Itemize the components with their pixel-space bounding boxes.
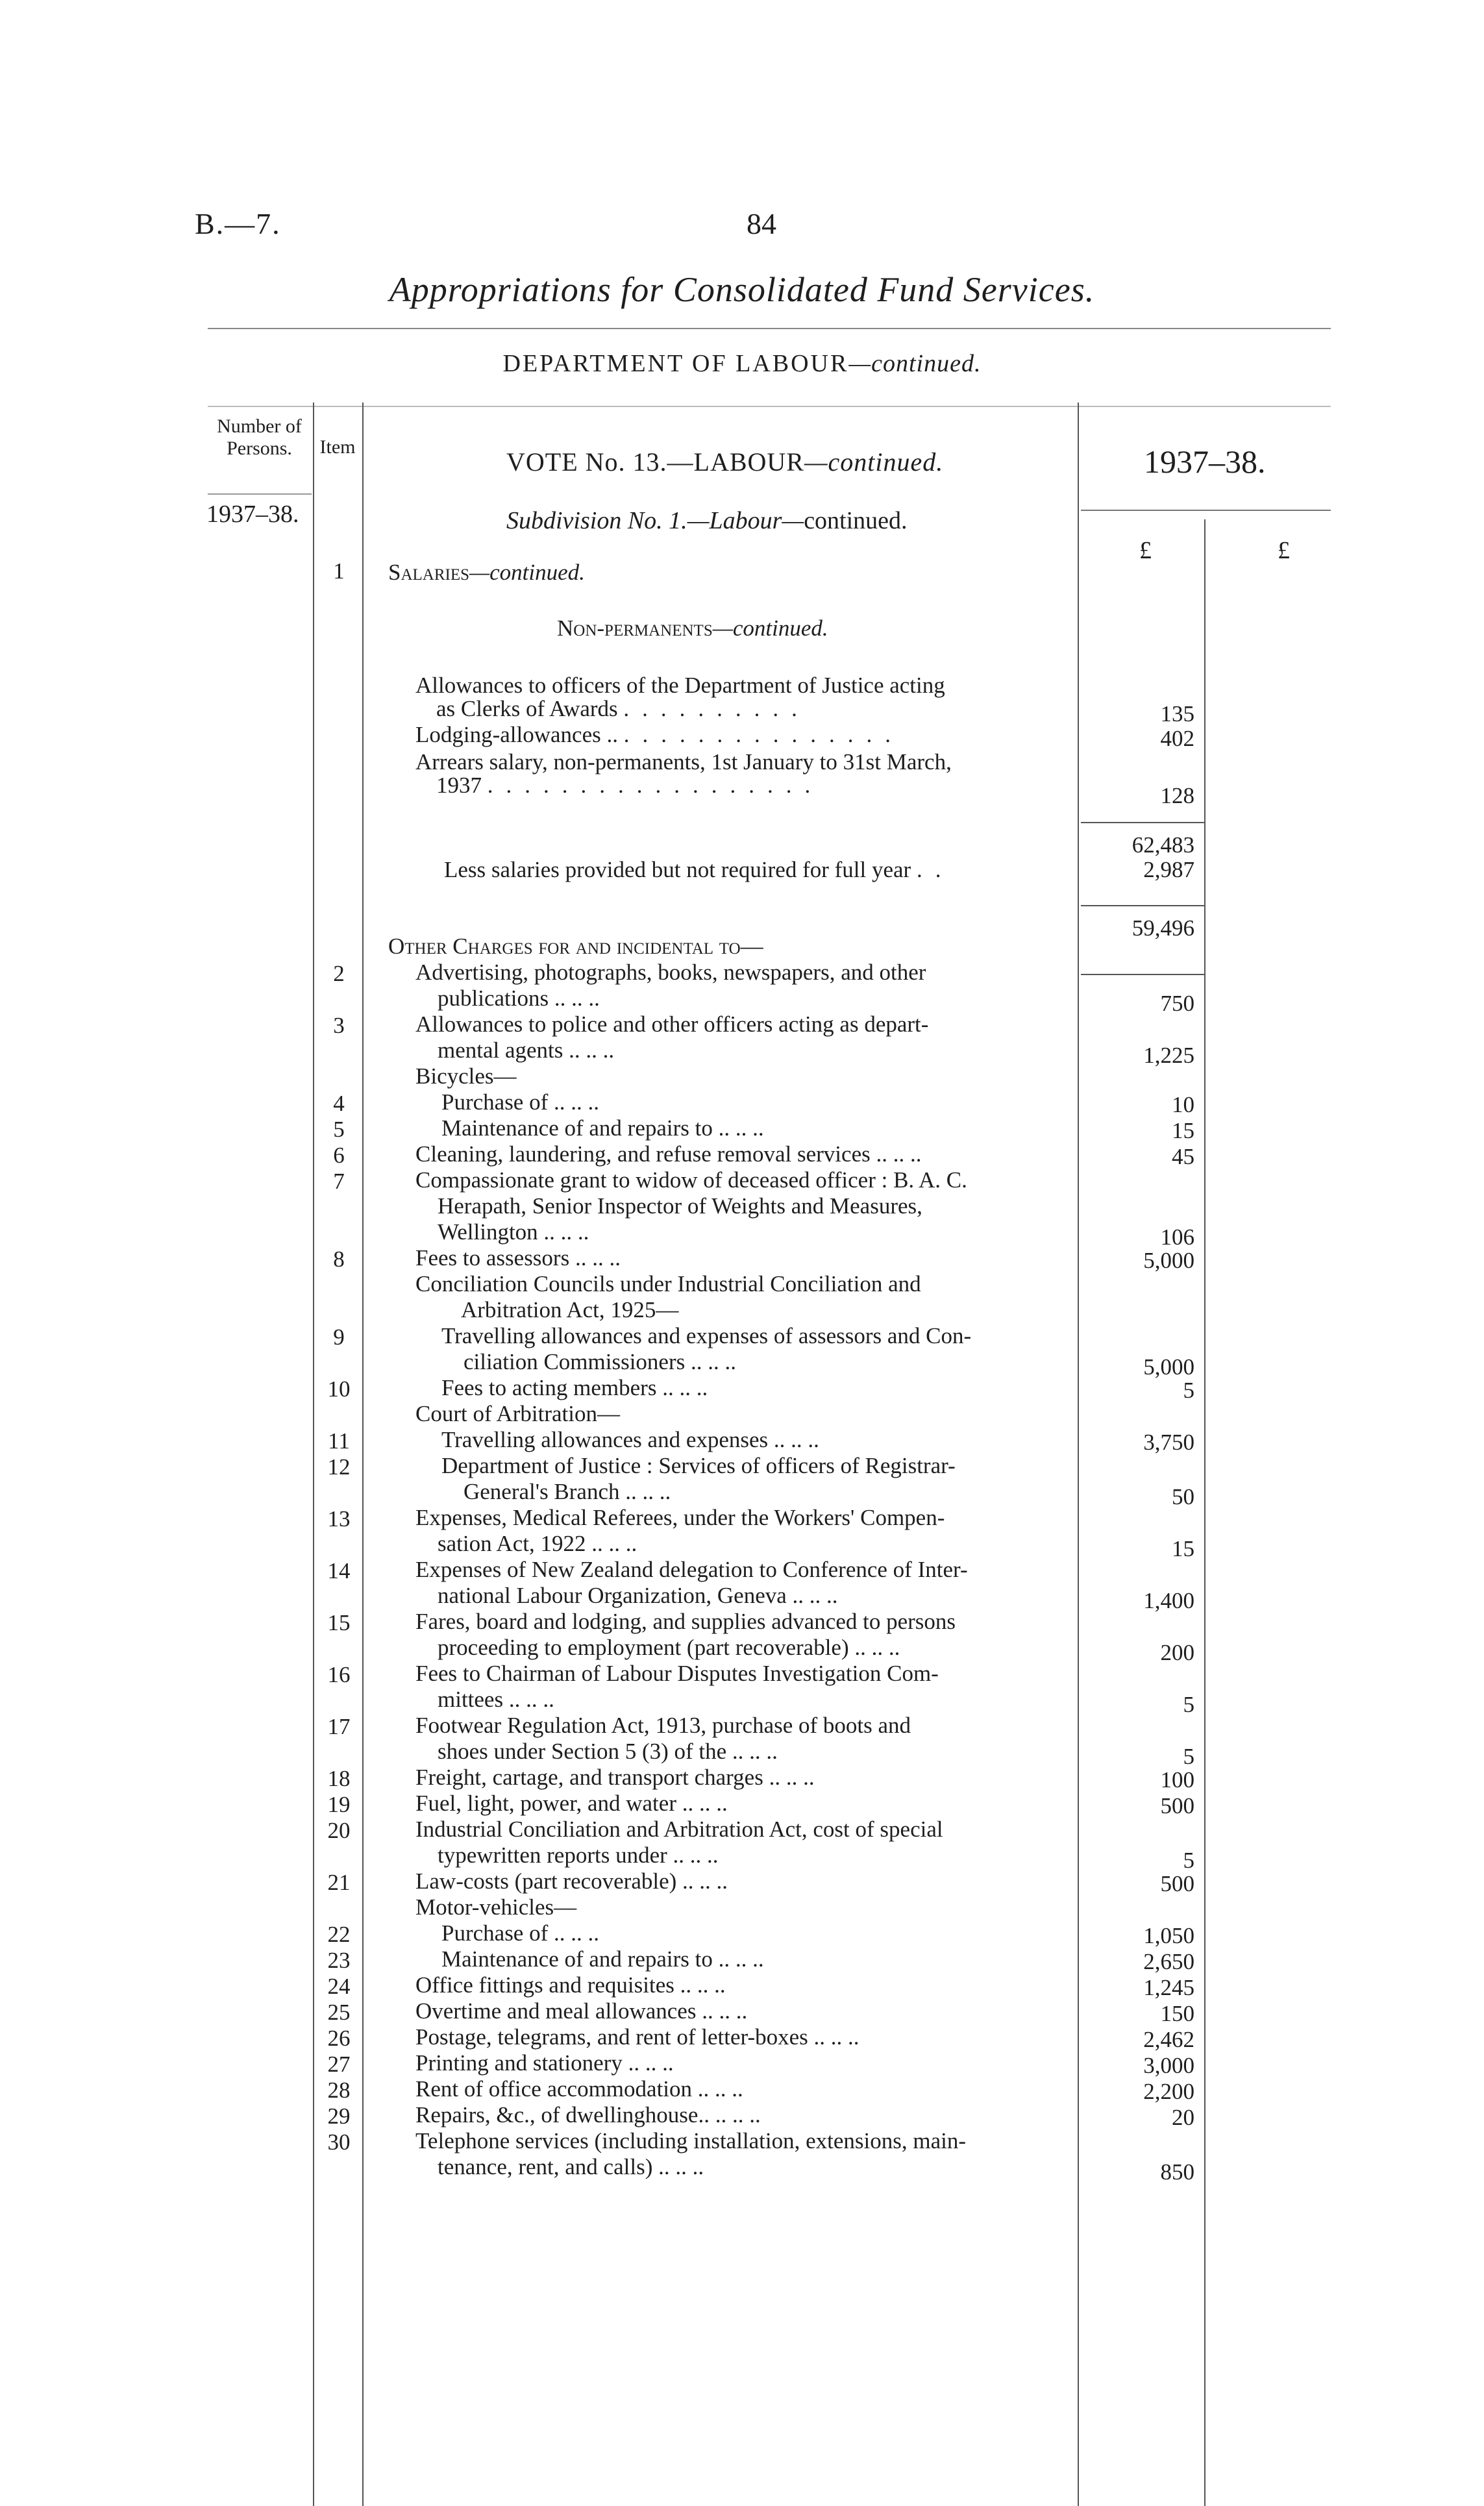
page-title: Appropriations for Consolidated Fund Services.	[389, 270, 1095, 309]
persons-year: 1937–38.	[206, 501, 299, 528]
salary-line-amount: 135	[1160, 701, 1194, 726]
charge-line-text: Herapath, Senior Inspector of Weights and Measures,	[438, 1193, 922, 1219]
charge-line-text: sation Act, 1922 .. .. ..	[438, 1531, 637, 1556]
persons-head-rule	[208, 493, 312, 495]
pound-column-b: £	[1278, 537, 1290, 564]
item-number: 3	[333, 1013, 345, 1038]
salary-line-text: 1937	[436, 773, 482, 798]
charge-amount: 3,750	[1143, 1430, 1194, 1455]
charge-line-text: Allowances to police and other officers acting as depart-	[415, 1011, 929, 1037]
total-rule-lower	[1081, 974, 1204, 975]
charge-amount: 5	[1183, 1848, 1194, 1873]
item-column-head: Item	[319, 436, 356, 458]
page-number: 84	[747, 207, 776, 240]
charge-amount: 5	[1183, 1378, 1194, 1403]
charge-amount: 100	[1160, 1767, 1194, 1793]
item-number: 12	[327, 1454, 351, 1480]
subdivision-heading	[506, 506, 908, 535]
vote-continued: —continued.	[804, 447, 944, 477]
nonpermanents-continued: —continued.	[712, 615, 828, 641]
salary-line-text: Lodging-allowances ..	[415, 722, 618, 747]
item-number: 23	[327, 1948, 351, 1973]
charge-amount: 5,000	[1143, 1248, 1194, 1273]
charge-amount: 106	[1160, 1224, 1194, 1250]
charge-amount: 5,000	[1143, 1354, 1194, 1380]
charge-line-text: national Labour Organization, Geneva .. .. ..	[438, 1583, 838, 1608]
charge-amount: 200	[1160, 1640, 1194, 1665]
item-number: 9	[333, 1324, 345, 1350]
charge-amount: 850	[1160, 2159, 1194, 2185]
charge-line-text: Fuel, light, power, and water .. .. ..	[415, 1791, 728, 1816]
item-number: 17	[327, 1714, 351, 1739]
charge-line-text: Wellington .. .. ..	[438, 1219, 589, 1245]
charge-line-text: publications .. .. ..	[438, 986, 600, 1011]
item-number: 19	[327, 1792, 351, 1817]
less-amount: 2,987	[1143, 857, 1194, 882]
charge-line-text: ciliation Commissioners .. .. ..	[464, 1349, 736, 1374]
item-number: 29	[327, 2103, 351, 2129]
salary-line-amount: 402	[1160, 726, 1194, 751]
salaries-heading	[388, 560, 585, 586]
item-number: 13	[327, 1506, 351, 1532]
charge-line-text: typewritten reports under .. .. ..	[438, 1842, 719, 1868]
subtotal-rule	[1081, 822, 1204, 823]
item-number: 26	[327, 2026, 351, 2051]
charge-line-text: Law-costs (part recoverable) .. .. ..	[415, 1868, 728, 1894]
charge-line-text: Fares, board and lodging, and supplies advanced to persons	[415, 1609, 956, 1634]
charge-amount: 20	[1172, 2105, 1194, 2130]
other-charges-heading: Other Charges for and incidental to—	[388, 934, 763, 959]
charge-line-text: Cleaning, laundering, and refuse removal services .. .. ..	[415, 1141, 922, 1167]
vote-title: VOTE No. 13.—LABOUR	[506, 447, 804, 477]
item-number: 5	[333, 1117, 345, 1142]
salary-line-amount: 128	[1160, 783, 1194, 808]
item-number: 6	[333, 1143, 345, 1168]
year-head-rule	[1081, 510, 1331, 511]
charge-line-text: Office fittings and requisites .. .. ..	[415, 1972, 726, 1998]
court-subheading: Court of Arbitration—	[415, 1401, 620, 1426]
charge-line-text: Footwear Regulation Act, 1913, purchase of boots and	[415, 1713, 911, 1738]
subamount-column-rule	[1204, 519, 1206, 2506]
department-name: DEPARTMENT OF LABOUR	[502, 350, 849, 377]
charge-line-text: mittees .. .. ..	[438, 1687, 554, 1712]
persons-column-head: Number of Persons.	[217, 416, 302, 459]
charge-amount: 2,462	[1143, 2027, 1194, 2052]
bicycles-subheading: Bicycles—	[415, 1063, 517, 1089]
item-number: 11	[328, 1428, 350, 1454]
charge-line-text: Purchase of .. .. ..	[441, 1920, 600, 1946]
item-number: 24	[327, 1974, 351, 1999]
title-rule	[208, 328, 1331, 329]
charge-amount: 500	[1160, 1871, 1194, 1896]
charge-amount: 2,650	[1143, 1949, 1194, 1974]
charge-line-text: proceeding to employment (part recoverable) .. .. ..	[438, 1635, 900, 1660]
charge-amount: 10	[1172, 1092, 1194, 1117]
less-label: Less salaries provided but not required for full year	[444, 857, 911, 882]
item-number: 18	[327, 1766, 351, 1791]
charge-line-text: Fees to Chairman of Labour Disputes Investigation Com-	[415, 1661, 939, 1686]
item-number: 1	[333, 558, 345, 584]
item-number: 16	[327, 1662, 351, 1687]
salaries-continued: —continued.	[469, 560, 585, 585]
charge-amount: 15	[1172, 1536, 1194, 1561]
charge-amount: 3,000	[1143, 2053, 1194, 2078]
document-reference: B.—7.	[195, 207, 281, 240]
charge-line-text: Industrial Conciliation and Arbitration Act, cost of special	[415, 1817, 943, 1842]
charge-line-text: Maintenance of and repairs to .. .. ..	[441, 1946, 764, 1972]
item-number: 25	[327, 2000, 351, 2025]
item-number: 30	[327, 2129, 351, 2155]
salaries-title: Salaries	[388, 560, 470, 585]
charge-line-text: Travelling allowances and expenses .. .. ..	[441, 1427, 819, 1452]
item-number: 28	[327, 2078, 351, 2103]
salary-line-text-cont: 1937 ..................	[436, 773, 824, 798]
less-line: Less salaries provided but not required for full year ..	[444, 857, 954, 882]
subdivision-label: —Labour—	[687, 507, 804, 534]
charge-line-text: Printing and stationery .. .. ..	[415, 2050, 674, 2076]
salaries-subtotal: 62,483	[1132, 832, 1194, 858]
charge-amount: 5	[1183, 1744, 1194, 1769]
item-number: 7	[333, 1169, 345, 1194]
charge-line-text: Fees to acting members .. .. ..	[441, 1375, 708, 1400]
item-number: 22	[327, 1922, 351, 1947]
year-column-head: 1937–38.	[1144, 443, 1266, 480]
item-number: 20	[327, 1818, 351, 1843]
charge-line-text: shoes under Section 5 (3) of the .. .. ..	[438, 1739, 778, 1764]
charge-line-text: Advertising, photographs, books, newspapers, and other	[415, 960, 926, 985]
salary-line-text: Arrears salary, non-permanents, 1st January to 31st March,	[415, 749, 952, 775]
item-number: 8	[333, 1247, 345, 1272]
charge-amount: 1,245	[1143, 1975, 1194, 2000]
charge-amount: 500	[1160, 1793, 1194, 1818]
header-top-rule	[208, 406, 1331, 407]
charge-line-text: Rent of office accommodation .. .. ..	[415, 2076, 743, 2102]
salary-line-text-row: Lodging-allowances .. ...............	[415, 722, 904, 747]
department-continued: —continued.	[848, 350, 982, 377]
charge-line-text: Freight, cartage, and transport charges .. .. ..	[415, 1765, 815, 1790]
nonpermanents-title: Non-permanents	[557, 615, 713, 641]
salary-line-text-cont: as Clerks of Awards ..........	[436, 696, 810, 721]
salary-line-text: Allowances to officers of the Department of Justice acting	[415, 673, 945, 698]
department-heading	[0, 349, 1484, 378]
item-number: 2	[333, 961, 345, 986]
motor-subheading: Motor-vehicles—	[415, 1894, 577, 1920]
item-number: 27	[327, 2052, 351, 2077]
charge-line-text: General's Branch .. .. ..	[464, 1479, 671, 1504]
vote-heading	[506, 447, 943, 477]
subdivision-suffix: continued.	[804, 507, 908, 534]
total-rule	[1081, 905, 1204, 906]
charge-amount: 1,225	[1143, 1043, 1194, 1068]
charge-line-text: Repairs, &c., of dwellinghouse.. .. .. ..	[415, 2102, 761, 2128]
charge-amount: 2,200	[1143, 2079, 1194, 2104]
charge-line-text: Expenses of New Zealand delegation to Conference of Inter-	[415, 1557, 968, 1582]
charge-line-text: Postage, telegrams, and rent of letter-boxes .. .. ..	[415, 2024, 859, 2050]
conciliation-subheading-cont: Arbitration Act, 1925—	[461, 1297, 679, 1322]
charge-line-text: Travelling allowances and expenses of assessors and Con-	[441, 1323, 972, 1348]
charge-line-text: tenance, rent, and calls) .. .. ..	[438, 2154, 704, 2179]
charge-line-text: Telephone services (including installation, extensions, main-	[415, 2128, 967, 2153]
charge-amount: 45	[1172, 1144, 1194, 1169]
charge-amount: 150	[1160, 2001, 1194, 2026]
item-number: 21	[327, 1870, 351, 1895]
charge-line-text: mental agents .. .. ..	[438, 1037, 615, 1063]
salaries-total: 59,496	[1132, 915, 1194, 941]
salary-line-text: as Clerks of Awards	[436, 696, 618, 721]
subdivision-prefix: Subdivision No. 1.	[506, 507, 687, 534]
charge-amount: 1,400	[1143, 1588, 1194, 1613]
item-number: 4	[333, 1091, 345, 1116]
charge-amount: 5	[1183, 1692, 1194, 1717]
charge-line-text: Compassionate grant to widow of deceased officer : B. A. C.	[415, 1167, 967, 1193]
nonpermanents-heading	[557, 615, 828, 641]
charge-line-text: Expenses, Medical Referees, under the Workers' Compen-	[415, 1505, 945, 1530]
conciliation-subheading: Conciliation Councils under Industrial Conciliation and	[415, 1271, 921, 1296]
item-number: 14	[327, 1558, 351, 1583]
charge-line-text: Fees to assessors .. .. ..	[415, 1245, 621, 1271]
charge-line-text: Purchase of .. .. ..	[441, 1089, 600, 1115]
item-number: 10	[327, 1376, 351, 1402]
pound-column-a: £	[1139, 537, 1152, 564]
charge-line-text: Overtime and meal allowances .. .. ..	[415, 1998, 748, 2024]
item-number: 15	[327, 1610, 351, 1635]
charge-amount: 50	[1172, 1484, 1194, 1509]
charge-amount: 750	[1160, 991, 1194, 1016]
charge-amount: 15	[1172, 1118, 1194, 1143]
charge-amount: 1,050	[1143, 1923, 1194, 1948]
charge-line-text: Maintenance of and repairs to .. .. ..	[441, 1115, 764, 1141]
charge-line-text: Department of Justice : Services of officers of Registrar-	[441, 1453, 956, 1478]
